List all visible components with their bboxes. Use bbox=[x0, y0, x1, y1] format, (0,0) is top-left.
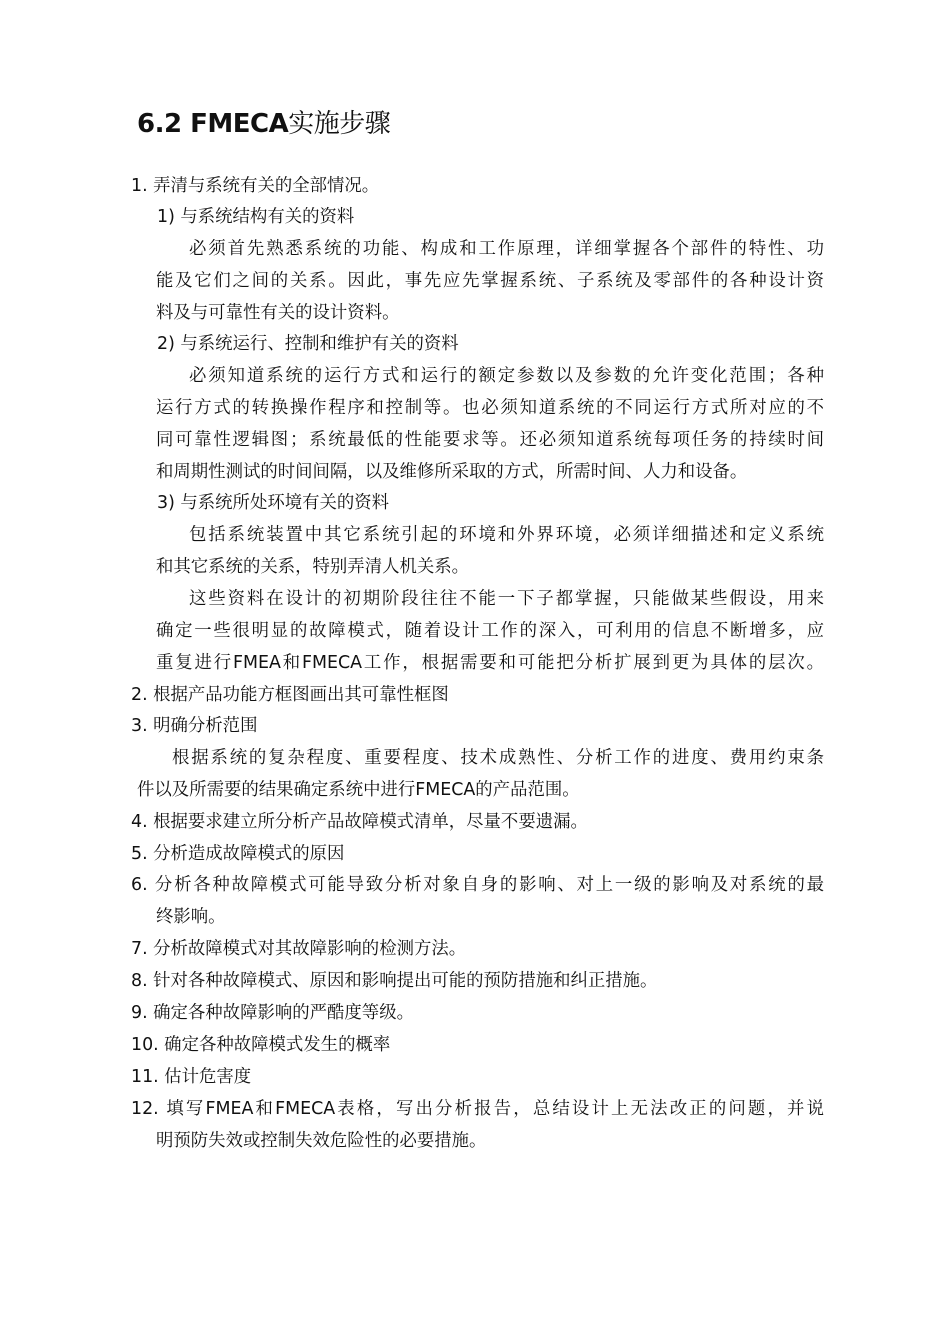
list-item-10: 10. 确定各种故障模式发生的概率 bbox=[131, 1035, 391, 1055]
paragraph-line: 必须知道系统的运行方式和运行的额定参数以及参数的允许变化范围；各种 bbox=[189, 366, 824, 386]
list-item-11: 11. 估计危害度 bbox=[131, 1067, 252, 1087]
paragraph-line: 同可靠性逻辑图；系统最低的性能要求等。还必须知道系统每项任务的持续时间 bbox=[156, 430, 824, 450]
paragraph-line: 能及它们之间的关系。因此，事先应先掌握系统、子系统及零部件的各种设计资 bbox=[156, 271, 824, 291]
list-item-9: 9. 确定各种故障影响的严酷度等级。 bbox=[131, 1003, 414, 1023]
section-title bbox=[137, 104, 390, 144]
list-item-5: 5. 分析造成故障模式的原因 bbox=[131, 844, 345, 864]
list-item-3: 3. 明确分析范围 bbox=[131, 716, 258, 736]
subitem-3-heading: 3) 与系统所处环境有关的资料 bbox=[157, 493, 390, 513]
list-item-12-continuation: 明预防失效或控制失效危险性的必要措施。 bbox=[156, 1131, 487, 1151]
list-item-12: 12. 填写FMEA和FMECA表格，写出分析报告，总结设计上无法改正的问题，并说 bbox=[131, 1099, 824, 1119]
paragraph-line: 和其它系统的关系，特别弄清人机关系。 bbox=[156, 557, 470, 577]
list-item-2: 2. 根据产品功能方框图画出其可靠性框图 bbox=[131, 685, 449, 705]
list-item-6-continuation: 终影响。 bbox=[156, 907, 226, 927]
section-title-text: 实施步骤 bbox=[288, 109, 391, 139]
list-item-7: 7. 分析故障模式对其故障影响的检测方法。 bbox=[131, 939, 467, 959]
list-item-6: 6. 分析各种故障模式可能导致分析对象自身的影响、对上一级的影响及对系统的最 bbox=[131, 875, 824, 895]
paragraph-line: 包括系统装置中其它系统引起的环境和外界环境，必须详细描述和定义系统 bbox=[189, 525, 824, 545]
list-item-4: 4. 根据要求建立所分析产品故障模式清单，尽量不要遗漏。 bbox=[131, 812, 588, 832]
paragraph-line: 件以及所需要的结果确定系统中进行FMECA的产品范围。 bbox=[137, 780, 580, 800]
paragraph-line: 确定一些很明显的故障模式，随着设计工作的深入，可利用的信息不断增多，应 bbox=[156, 621, 824, 641]
paragraph-line: 根据系统的复杂程度、重要程度、技术成熟性、分析工作的进度、费用约束条 bbox=[172, 748, 824, 768]
paragraph-line: 这些资料在设计的初期阶段往往不能一下子都掌握，只能做某些假设，用来 bbox=[189, 589, 824, 609]
list-item-8: 8. 针对各种故障模式、原因和影响提出可能的预防措施和纠正措施。 bbox=[131, 971, 658, 991]
list-item-1: 1. 弄清与系统有关的全部情况。 bbox=[131, 176, 380, 196]
paragraph-line: 运行方式的转换操作程序和控制等。也必须知道系统的不同运行方式所对应的不 bbox=[156, 398, 824, 418]
section-title-number: 6.2 FMECA bbox=[137, 109, 289, 139]
subitem-2-heading: 2) 与系统运行、控制和维护有关的资料 bbox=[157, 334, 459, 354]
paragraph-line: 必须首先熟悉系统的功能、构成和工作原理，详细掌握各个部件的特性、功 bbox=[189, 239, 824, 259]
paragraph-line: 重复进行FMEA和FMECA工作，根据需要和可能把分析扩展到更为具体的层次。 bbox=[156, 653, 824, 673]
paragraph-line: 和周期性测试的时间间隔，以及维修所采取的方式，所需时间、人力和设备。 bbox=[156, 462, 748, 482]
paragraph-line: 料及与可靠性有关的设计资料。 bbox=[156, 303, 400, 323]
subitem-1-heading: 1) 与系统结构有关的资料 bbox=[157, 207, 355, 227]
